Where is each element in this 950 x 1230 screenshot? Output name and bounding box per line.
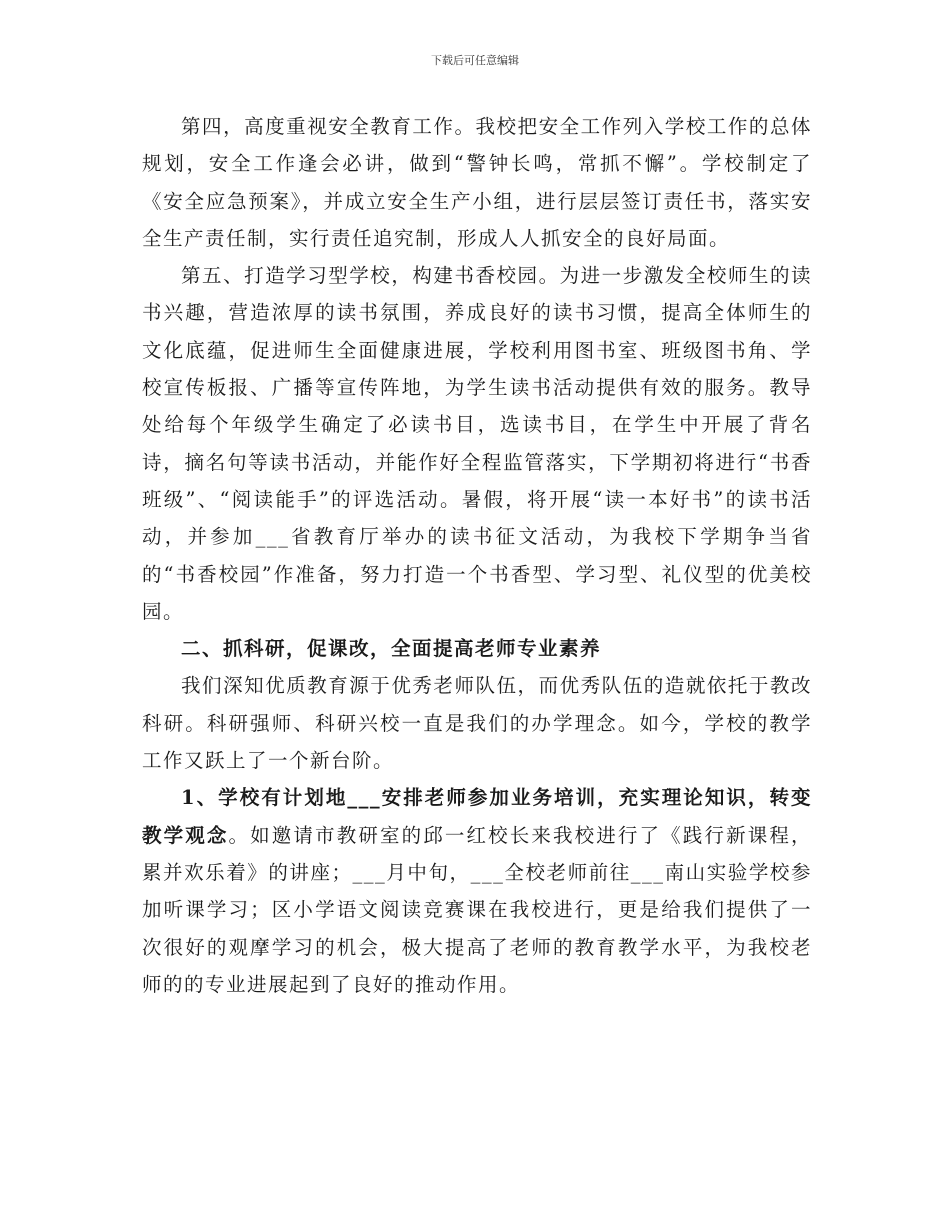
paragraph-safety-education: 第四，高度重视安全教育工作。我校把安全工作列入学校工作的总体规划，安全工作逢会必讲，做到“警钟长鸣，常抓不懈”。学校制定了《安全应急预案》，并成立安全生产小组，进行层层签订责任书，落实安全生产责任制，实行责任追究制，形成人人抓安全的良好局面。 xyxy=(142,115,812,250)
training-lead-bold: 1、学校有计划地___安排老师参加业务培训，充实理论知识，转变教学观念 xyxy=(142,786,812,847)
section-heading-research: 二、抓科研，促课改，全面提高老师专业素养 xyxy=(181,637,602,661)
paragraph-teacher-training xyxy=(142,779,812,1003)
page-header: 下载后可任意编辑 xyxy=(431,54,519,67)
paragraph-research-intro: 我们深知优质教育源于优秀老师队伍，而优秀队伍的造就依托于教改科研。科研强师、科研兴校一直是我们的办学理念。如今，学校的教学工作又跃上了一个新台阶。 xyxy=(142,674,812,773)
training-details: 。如邀请市教研室的邱一红校长来我校进行了《践行新课程，累并欢乐着》的讲座；___月中旬，___全校老师前往___南山实验学校参加听课学习；区小学语文阅读竞赛课在我校进行，更是给我们提供了一次很好的观摩学习的机会，极大提高了老师的教育教学水平，为我校老师的的专业进展起到了良好的推动作用。 xyxy=(142,823,812,996)
paragraph-reading-campus: 第五、打造学习型学校，构建书香校园。为进一步激发全校师生的读书兴趣，营造浓厚的读书氛围，养成良好的读书习惯，提高全体师生的文化底蕴，促进师生全面健康进展，学校利用图书室、班级图书角、学校宣传板报、广播等宣传阵地，为学生读书活动提供有效的服务。教导处给每个年级学生确定了必读书目，选读书目，在学生中开展了背名诗，摘名句等读书活动，并能作好全程监管落实，下学期初将进行“书香班级”、“阅读能手”的评选活动。暑假，将开展“读一本好书”的读书活动，并参加___省教育厅举办的读书征文活动，为我校下学期争当省的“书香校园”作准备，努力打造一个书香型、学习型、礼仪型的优美校园。 xyxy=(142,264,812,623)
document-body xyxy=(142,108,812,1003)
